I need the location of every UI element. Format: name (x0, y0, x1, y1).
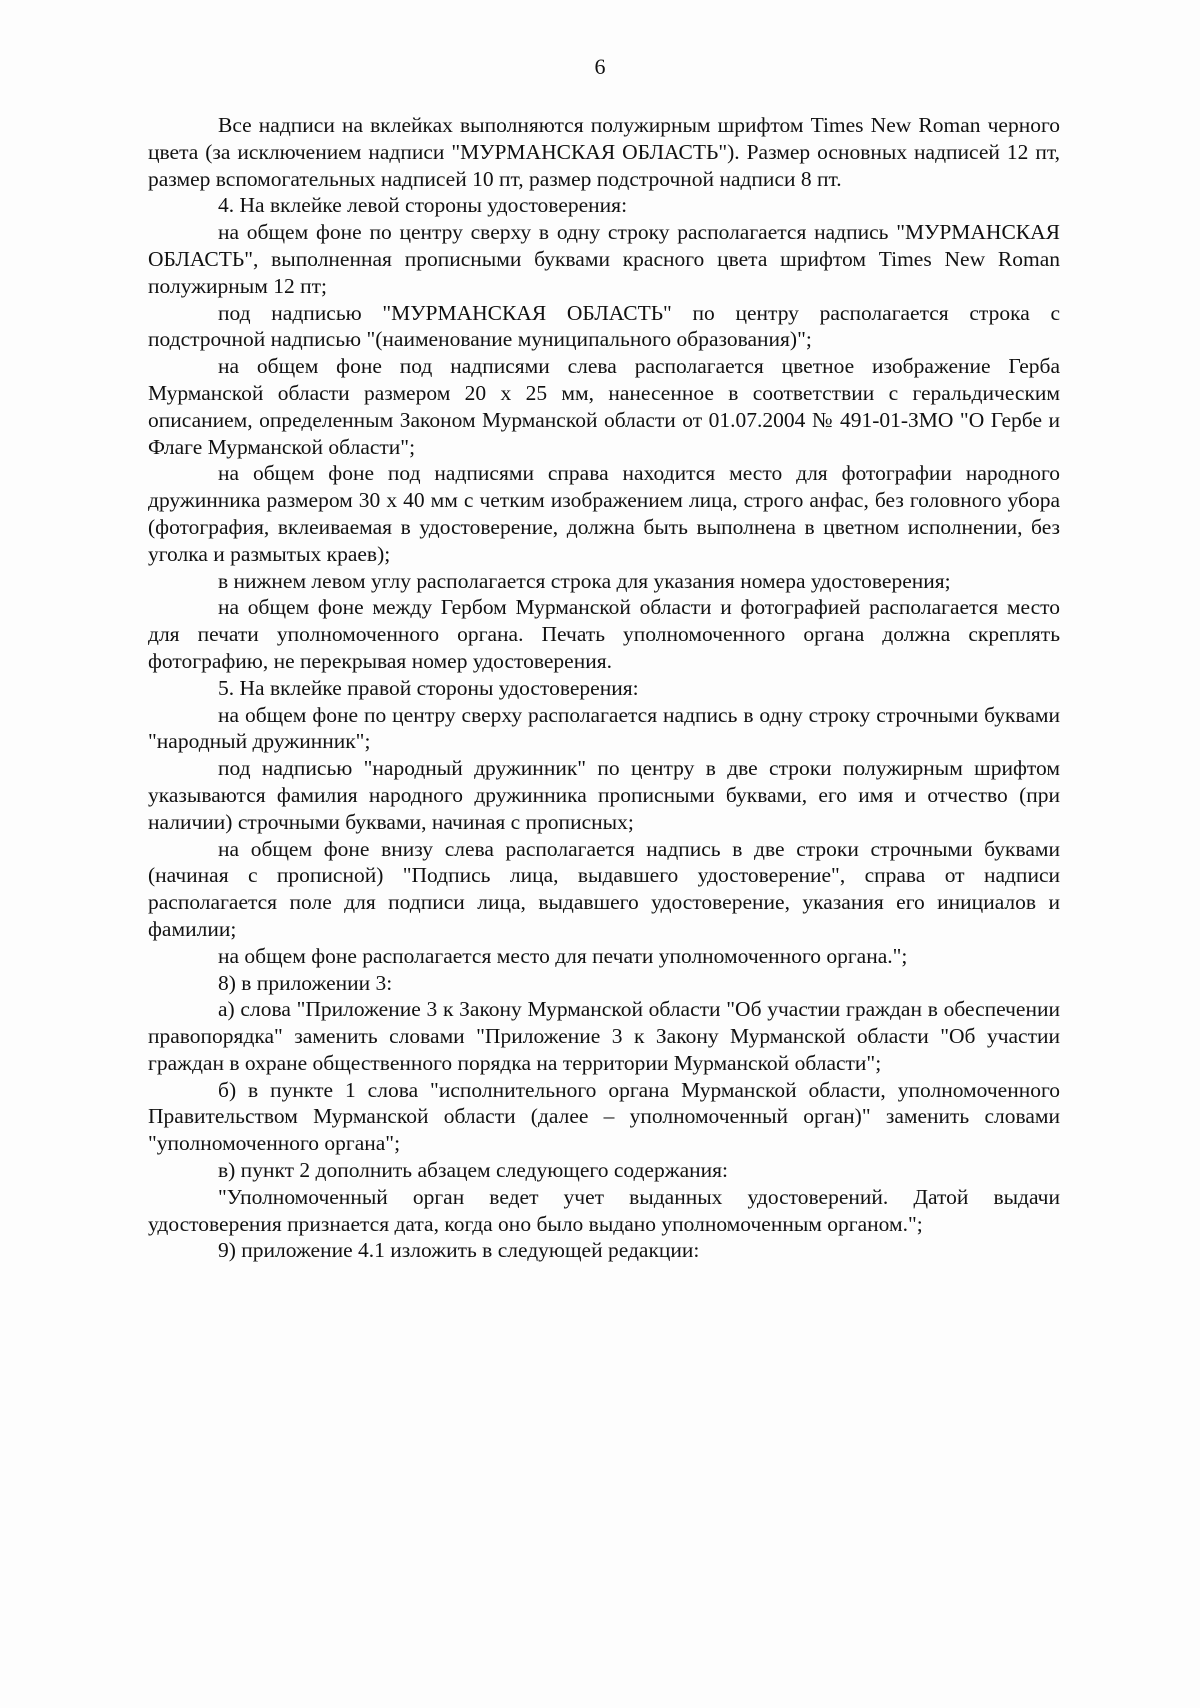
paragraph: 5. На вклейке правой стороны удостоверения: (218, 675, 639, 700)
paragraph: на общем фоне под надписями справа находится место для фотографии народного дружинника размером 30 х 40 мм с четким изображением лица, строго анфас, без головного убора (фотография, вклеиваемая в удостоверение, должна быть выполнена в цветном исполнении, без уголка и размытых краев); (148, 461, 1060, 566)
paragraph: на общем фоне располагается место для печати уполномоченного органа."; (218, 943, 908, 968)
paragraph: Все надписи на вклейках выполняются полужирным шрифтом Times New Roman черного цвета (за исключением надписи "МУРМАНСКАЯ ОБЛАСТЬ"). Размер основных надписей 12 пт, размер вспомогательных надписей 10 пт, размер подстрочной надписи 8 пт. (148, 113, 1060, 191)
paragraph: 8) в приложении 3: (218, 970, 393, 995)
paragraph: "Уполномоченный орган ведет учет выданных удостоверений. Датой выдачи удостоверения признается дата, когда оно было выдано уполномоченным органом."; (148, 1184, 1060, 1236)
paragraph: в) пункт 2 дополнить абзацем следующего содержания: (218, 1158, 728, 1183)
paragraph: в нижнем левом углу располагается строка для указания номера удостоверения; (218, 568, 951, 593)
document-body (148, 112, 1060, 1264)
paragraph: 9) приложение 4.1 изложить в следующей редакции: (218, 1238, 700, 1263)
page-number: 6 (594, 54, 606, 79)
paragraph: 4. На вклейке левой стороны удостоверения: (218, 193, 628, 218)
paragraph: а) слова "Приложение 3 к Закону Мурманской области "Об участии граждан в обеспечении правопорядка" заменить словами "Приложение 3 к Закону Мурманской области "Об участии граждан в охране общественного порядка на территории Мурманской области"; (148, 997, 1060, 1075)
paragraph: на общем фоне по центру сверху располагается надпись в одну строку строчными буквами "народный дружинник"; (148, 702, 1060, 754)
paragraph: б) в пункте 1 слова "исполнительного органа Мурманской области, уполномоченного Правительством Мурманской области (далее – уполномоченный орган)" заменить словами "уполномоченного органа"; (148, 1077, 1060, 1156)
paragraph: на общем фоне под надписями слева располагается цветное изображение Герба Мурманской области размером 20 х 25 мм, нанесенное в соответствии с геральдическим описанием, определенным Законом Мурманской области от 01.07.2004 № 491-01-ЗМО "О Гербе и Флаге Мурманской области"; (148, 354, 1060, 459)
paragraph: на общем фоне между Гербом Мурманской области и фотографией располагается место для печати уполномоченного органа. Печать уполномоченного органа должна скреплять фотографию, не перекрывая номер удостоверения. (148, 595, 1060, 673)
paragraph: под надписью "народный дружинник" по центру в две строки полужирным шрифтом указываются фамилия народного дружинника прописными буквами, его имя и отчество (при наличии) строчными буквами, начиная с прописных; (148, 756, 1060, 834)
paragraph: под надписью "МУРМАНСКАЯ ОБЛАСТЬ" по центру располагается строка с подстрочной надписью "(наименование муниципального образования)"; (148, 300, 1060, 352)
paragraph: на общем фоне внизу слева располагается надпись в две строки строчными буквами (начиная с прописной) "Подпись лица, выдавшего удостоверение", справа от надписи располагается поле для подписи лица, выдавшего удостоверение, указания его инициалов и фамилии; (148, 836, 1060, 941)
paragraph: на общем фоне по центру сверху в одну строку располагается надпись "МУРМАНСКАЯ ОБЛАСТЬ", выполненная прописными буквами красного цвета шрифтом Times New Roman полужирным 12 пт; (148, 220, 1060, 298)
